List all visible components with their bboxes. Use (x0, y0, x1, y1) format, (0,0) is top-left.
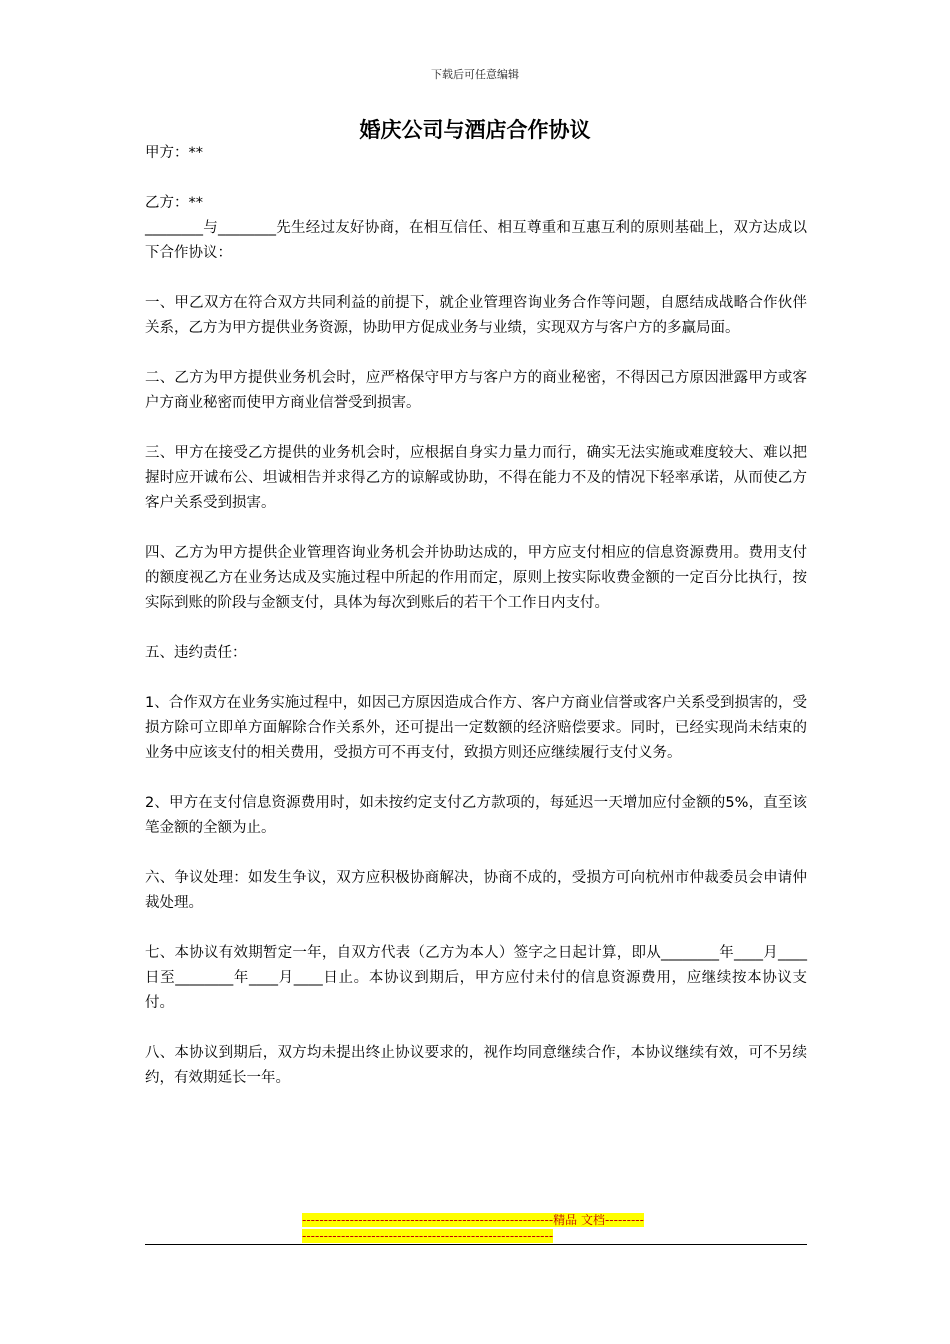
clause-8: 八、本协议到期后，双方均未提出终止协议要求的，视作均同意继续合作，本协议继续有效，可不另续约，有效期延长一年。 (145, 1045, 807, 1086)
party-b-line: 乙方：** (145, 195, 203, 211)
clause-3: 三、甲方在接受乙方提供的业务机会时，应根据自身实力量力而行，确实无法实施或难度较大、难以把握时应开诚布公、坦诚相告并求得乙方的谅解或协助，不得在能力不及的情况下轻率承诺，从而使乙方客户关系受到损害。 (145, 445, 807, 511)
clause-7: 七、本协议有效期暂定一年，自双方代表（乙方为本人）签字之日起计算，即从________年____月____日至________年____月____日止。本协议到期后，甲方应付未付的信息资源费用，应继续按本协议支付。 (145, 945, 807, 1011)
footer-divider (145, 1244, 807, 1245)
footer-banner (302, 1212, 648, 1244)
clause-1: 一、甲乙双方在符合双方共同利益的前提下，就企业管理咨询业务合作等问题，自愿结成战略合作伙伴关系，乙方为甲方提供业务资源，协助甲方促成业务与业绩，实现双方与客户方的多赢局面。 (145, 295, 807, 336)
party-a-line: 甲方：** (145, 145, 203, 161)
clause-5-item-1: 1、合作双方在业务实施过程中，如因己方原因造成合作方、客户方商业信誉或客户关系受到损害的，受损方除可立即单方面解除合作关系外，还可提出一定数额的经济赔偿要求。同时，已经实现尚未结束的业务中应该支付的相关费用，受损方可不再支付，致损方则还应继续履行支付义务。 (145, 695, 807, 761)
document-title: 婚庆公司与酒店合作协议 (359, 118, 591, 142)
clause-4: 四、乙方为甲方提供企业管理咨询业务机会并协助达成的，甲方应支付相应的信息资源费用。费用支付的额度视乙方在业务达成及实施过程中所起的作用而定，原则上按实际收费金额的一定百分比执行，按实际到账的阶段与金额支付，具体为每次到账后的若干个工作日内支付。 (145, 545, 807, 611)
footer-banner-text: ----------------------------------------------------------精品 文档------------------------------------------------------------------- (302, 1213, 644, 1243)
clause-6: 六、争议处理：如发生争议，双方应积极协商解决，协商不成的，受损方可向杭州市仲裁委员会申请仲裁处理。 (145, 870, 807, 911)
intro-paragraph: ________与________先生经过友好协商，在相互信任、相互尊重和互惠互利的原则基础上，双方达成以下合作协议： (145, 220, 807, 261)
clause-5-heading: 五、违约责任： (145, 645, 247, 661)
clause-2: 二、乙方为甲方提供业务机会时，应严格保守甲方与客户方的商业秘密，不得因己方原因泄露甲方或客户方商业秘密而使甲方商业信誉受到损害。 (145, 370, 807, 411)
document-body (145, 141, 807, 1116)
header-note: 下载后可任意编辑 (431, 68, 519, 81)
clause-5-item-2: 2、甲方在支付信息资源费用时，如未按约定支付乙方款项的，每延迟一天增加应付金额的5%，直至该笔金额的全额为止。 (145, 795, 807, 836)
